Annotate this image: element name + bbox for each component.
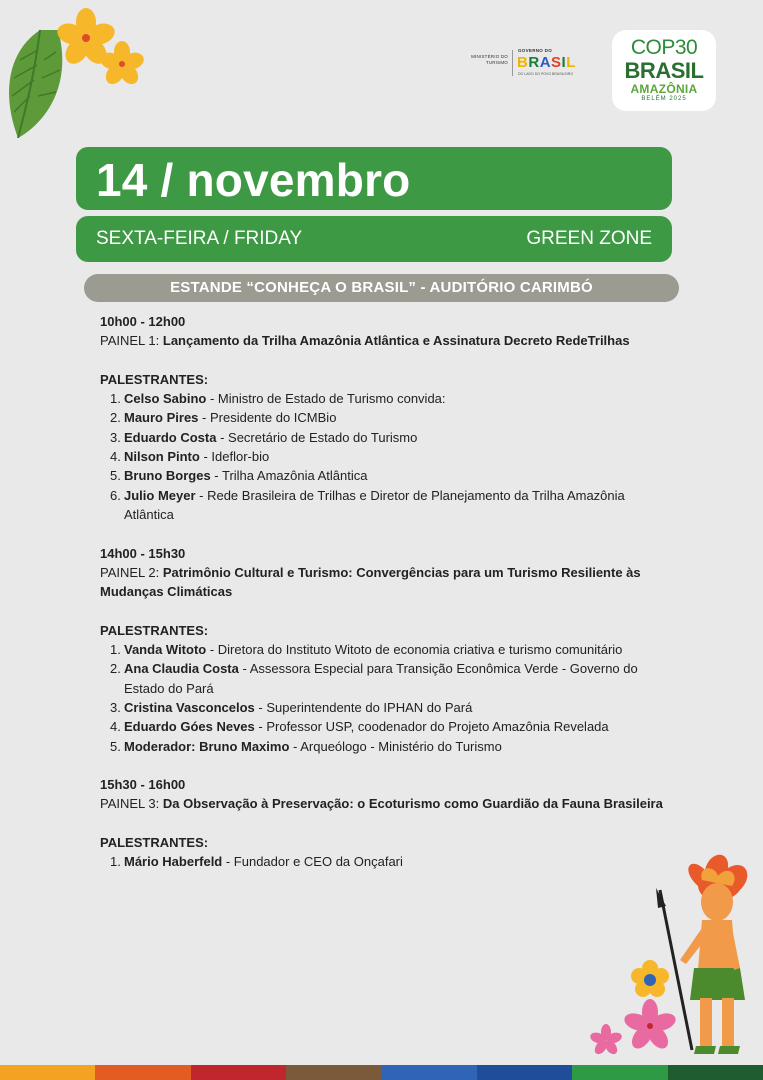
panel-title: Lançamento da Trilha Amazônia Atlântica e Assinatura Decreto RedeTrilhas [162, 333, 630, 349]
ministry-label: MINISTÉRIO DO TURISMO [471, 54, 508, 65]
flower-icon [55, 8, 146, 88]
pink-flower-icon [622, 999, 678, 1052]
speaker-item: 3. Eduardo Costa - Secretário de Estado do Turismo [110, 429, 418, 445]
speakers-heading: PALESTRANTES: [100, 622, 209, 638]
program-schedule [100, 312, 670, 872]
date-banner [76, 147, 672, 210]
zone-label: GREEN ZONE [526, 228, 652, 249]
session-time: 14h00 - 15h30 [100, 545, 186, 561]
speaker-item: 5. Moderador: Bruno Maximo - Arqueólogo - Ministério do Turismo [110, 738, 502, 754]
panel-title: Da Observação à Preservação: o Ecoturismo como Guardião da Fauna Brasileira [162, 796, 663, 812]
small-pink-flower-icon [589, 1024, 623, 1056]
cop-amazonia: AMAZÔNIA [630, 82, 698, 96]
speaker-item: 3. Cristina Vasconcelos - Superintendente do IPHAN do Pará [110, 699, 473, 715]
session-2 [100, 544, 670, 756]
leaf-flower-decoration [0, 0, 150, 150]
gov-tagline: DO LADO DO POVO BRASILEIRO [518, 72, 574, 76]
day-banner [76, 216, 672, 262]
session-1 [100, 312, 670, 524]
speaker-item: 4. Eduardo Góes Neves - Professor USP, coodenador do Projeto Amazônia Revelada [110, 719, 609, 735]
logo-divider [512, 50, 513, 76]
color-segment [95, 1065, 190, 1080]
gov-label: GOVERNO DO [518, 48, 553, 53]
cop30-logo [612, 30, 716, 111]
leaf-icon [9, 30, 62, 138]
speakers-list [100, 640, 670, 756]
head-icon [701, 883, 733, 921]
cop-brasil: BRASIL [624, 58, 704, 83]
speaker-item: 6. Julio Meyer - Rede Brasileira de Trilhas e Diretor de Planejamento da Trilha Amazônia Atlântica [110, 487, 625, 522]
session-time: 10h00 - 12h00 [100, 314, 186, 329]
session-panel: PAINEL 1: Lançamento da Trilha Amazônia Atlântica e Assinatura Decreto RedeTrilhas [100, 333, 630, 349]
color-segment [382, 1065, 477, 1080]
speaker-item: 1. Vanda Witoto - Diretora do Instituto Witoto de economia criativa e turismo comunitário [110, 642, 623, 658]
ministry-government-logo [462, 46, 582, 82]
weekday-label: SEXTA-FEIRA / FRIDAY [96, 228, 303, 249]
speaker-item: 1. Celso Sabino - Ministro de Estado de Turismo convida: [110, 391, 446, 407]
color-segment [191, 1065, 286, 1080]
color-segment [0, 1065, 95, 1080]
speaker-item: 2. Mauro Pires - Presidente do ICMBio [110, 410, 337, 426]
color-segment [477, 1065, 572, 1080]
speaker-item: 4. Nilson Pinto - Ideflor-bio [110, 449, 270, 465]
gov-brasil-wordmark: BRASIL [517, 54, 576, 71]
session-panel: PAINEL 3: Da Observação à Preservação: o Ecoturismo como Guardião da Fauna Brasileira [100, 796, 663, 812]
stand-banner: ESTANDE “CONHEÇA O BRASIL” - AUDITÓRIO CARIMBÓ [84, 274, 679, 302]
flower-icon [631, 960, 669, 997]
color-segment [286, 1065, 381, 1080]
indigenous-character-illustration [580, 850, 763, 1065]
speaker-item: 2. Ana Claudia Costa - Assessora Especial para Transição Econômica Verde - Governo do Estado do Pará [110, 661, 638, 696]
panel-title: Patrimônio Cultural e Turismo: Convergências para um Turismo Resiliente às Mudanças Climáticas [100, 564, 641, 600]
speaker-item: 5. Bruno Borges - Trilha Amazônia Atlântica [110, 468, 368, 484]
bottom-color-bar [0, 1065, 763, 1080]
leaf-skirt-icon [690, 968, 745, 1000]
speaker-item: 1. Mário Haberfeld - Fundador e CEO da Onçafari [110, 854, 403, 870]
color-segment [572, 1065, 667, 1080]
date-title: 14 / novembro [96, 154, 411, 206]
color-segment [668, 1065, 763, 1080]
session-panel: PAINEL 2: Patrimônio Cultural e Turismo: Convergências para um Turismo Resiliente às Mudanças Climáticas [100, 564, 641, 600]
speakers-heading: PALESTRANTES: [100, 371, 209, 387]
session-time: 15h30 - 16h00 [100, 777, 186, 793]
speakers-list [100, 389, 670, 524]
cop-city-year: BELÉM 2025 [641, 96, 687, 102]
speakers-heading: PALESTRANTES: [100, 835, 209, 851]
cop-title: COP30 [630, 36, 698, 59]
